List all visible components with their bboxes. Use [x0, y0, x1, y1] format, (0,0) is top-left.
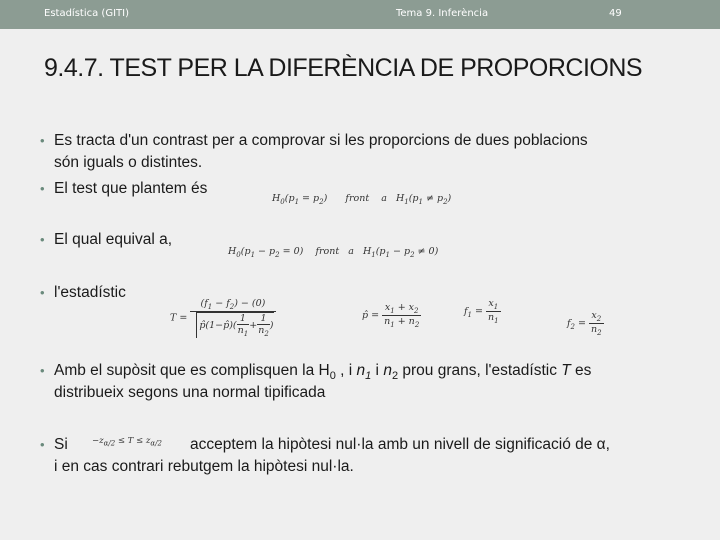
bullet-dot-icon: • — [40, 363, 45, 378]
bullet-dot-icon: • — [40, 181, 45, 196]
f2-formula: $f_2$ = $\frac{x_2}{n_2}$ — [567, 310, 602, 337]
slide-title: 9.4.7. TEST PER LA DIFERÈNCIA DE PROPORCIONS — [44, 54, 643, 82]
bullet-6-text: acceptem la hipòtesi nul·la amb un nivell de significació de α, — [190, 436, 610, 453]
bullet-6-continuation: i en cas contrari rebutgem la hipòtesi nul·la. — [54, 458, 354, 475]
n1-subscript: 1 — [365, 370, 372, 383]
n1-symbol: n — [356, 362, 366, 379]
bullet-1-continuation: són iguals o distintes. — [54, 154, 203, 171]
bullet-5-text-a: Amb el supòsit que es complisquen la H — [54, 362, 330, 379]
bullet-4-text: l'estadístic — [54, 284, 126, 301]
f1-formula: $f_1$ = $\frac{x_1}{n_1}$ — [464, 298, 499, 325]
bullet-2 — [40, 178, 207, 199]
bullet-5-continuation: distribueix segons una normal tipificada — [54, 384, 326, 401]
bullet-6 — [40, 434, 68, 455]
bullet-5-text-d: prou grans, l'estadístic — [398, 362, 562, 379]
topic-label: Tema 9. Inferència — [396, 8, 489, 19]
acceptance-region-equation: $-z_{\alpha/2} \le T \le z_{\alpha/2}$ — [92, 436, 162, 448]
bullet-5-text-b: , i — [335, 362, 357, 379]
bullet-dot-icon: • — [40, 285, 45, 300]
slide-header-bar — [0, 0, 720, 29]
course-label: Estadística (GITI) — [44, 8, 129, 19]
bullet-4 — [40, 282, 126, 303]
n2-symbol: n — [383, 362, 392, 379]
t-symbol: T — [561, 362, 571, 379]
bullet-dot-icon: • — [40, 437, 45, 452]
n2-subscript: 2 — [391, 370, 399, 383]
bullet-5-text-e: es — [570, 362, 592, 379]
page-number: 49 — [609, 8, 622, 19]
h0-subscript: 0 — [329, 370, 336, 383]
bullet-3-text: El qual equival a, — [54, 231, 173, 248]
bullet-dot-icon: • — [40, 133, 45, 148]
bullet-6-si: Si — [54, 436, 68, 453]
bullet-1 — [40, 130, 588, 151]
bullet-1-text: Es tracta d'un contrast per a comprovar si les proporcions de dues poblacions — [54, 132, 588, 149]
bullet-5-text-c: i — [371, 362, 384, 379]
statistic-formula: T = $(f_1 - f_2) - (0)$ p̂(1−p̂)( $\frac{1}{n_1}$ + $\frac{1}{n_2}$ ) — [170, 298, 274, 338]
bullet-2-text: El test que plantem és — [54, 180, 208, 197]
pooled-proportion-formula: p̂ = $\frac{x_1 + x_2}{n_1 + n_2}$ — [362, 302, 420, 329]
hypothesis-equation-2: $H_0(p_1 - p_2 = 0)$ front a $H_1(p_1 - p_2 \ne 0)$ — [228, 246, 439, 259]
bullet-3 — [40, 229, 172, 250]
bullet-dot-icon: • — [40, 232, 45, 247]
hypothesis-equation-1: $H_0(p_1 = p_2)$ front a $H_1(p_1 \ne p_2)$ — [272, 193, 452, 206]
